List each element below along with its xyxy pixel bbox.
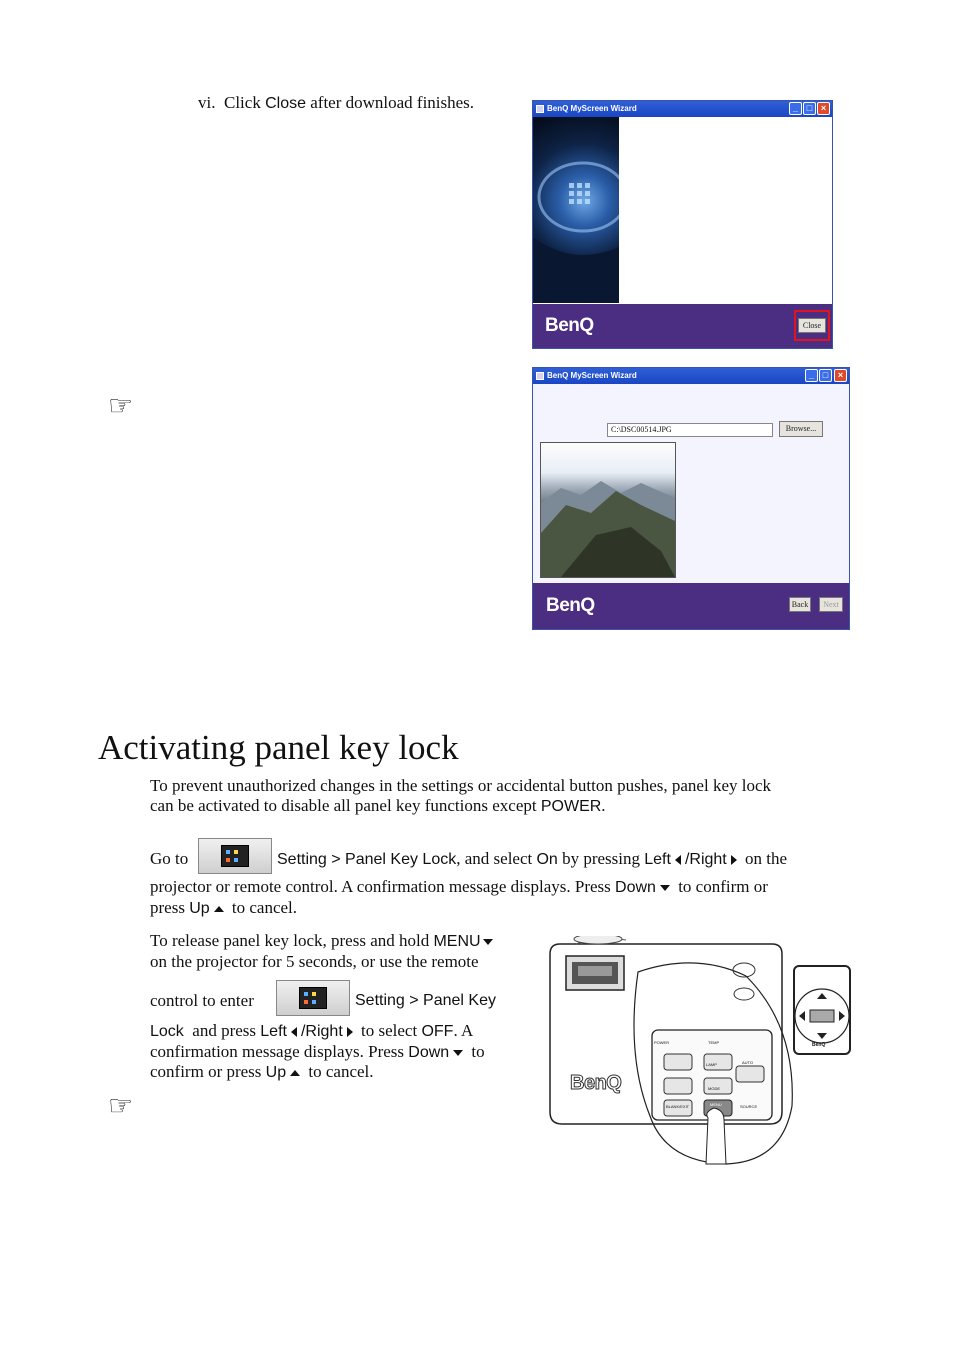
setting-path-keyword: Setting > Panel Key Lock	[277, 851, 457, 868]
close-icon[interactable]: ×	[834, 369, 847, 382]
on-the-text: on the	[744, 849, 788, 868]
p3-line-5-text: confirmation message displays. Press	[150, 1042, 405, 1061]
wizard2-titlebar	[533, 368, 849, 384]
maximize-icon[interactable]: □	[819, 369, 832, 382]
maximize-icon[interactable]: □	[803, 102, 816, 115]
p2-line-2	[150, 877, 768, 898]
wizard-window-browse	[532, 367, 850, 630]
up-arrow-icon	[290, 1070, 300, 1076]
panel-lamp-label: LAMP	[706, 1062, 717, 1067]
intro-period: .	[601, 796, 606, 815]
p3-line-6-text: confirm or press	[150, 1062, 262, 1081]
section-heading: Activating panel key lock	[98, 728, 459, 767]
close-icon[interactable]: ×	[817, 102, 830, 115]
left-keyword: Left	[260, 1023, 287, 1040]
down-keyword: Down	[615, 879, 656, 896]
step-keyword-close: Close	[265, 95, 306, 112]
minimize-icon[interactable]: _	[805, 369, 818, 382]
left-arrow-icon	[675, 855, 681, 865]
p3-line-1-text: To release panel key lock, press and hold	[150, 931, 430, 950]
app-icon	[536, 372, 544, 380]
left-keyword: Left	[644, 851, 671, 868]
p3-line-2: on the projector for 5 seconds, or use the remote	[150, 952, 479, 971]
down-arrow-icon	[660, 885, 670, 891]
to-text: to	[471, 1042, 485, 1061]
panel-temp-label: TEMP	[708, 1040, 720, 1045]
back-button[interactable]: Back	[789, 597, 811, 612]
setting-glyph	[221, 845, 249, 867]
mountain-photo-icon	[541, 443, 675, 577]
app-icon	[536, 105, 544, 113]
p3-line-6	[150, 1062, 374, 1083]
to-cancel-text: to cancel.	[231, 898, 298, 917]
p2-line-1	[277, 849, 787, 870]
to-confirm-text: to confirm or	[678, 877, 768, 896]
right-arrow-icon	[731, 855, 737, 865]
up-keyword: Up	[189, 900, 210, 917]
period-a-text: . A	[453, 1021, 474, 1040]
panel-mode-label: MODE	[708, 1086, 720, 1091]
projector-illustration	[546, 936, 858, 1168]
up-arrow-icon	[214, 906, 224, 912]
up-keyword: Up	[265, 1064, 287, 1081]
to-select-text: to select	[361, 1021, 418, 1040]
on-keyword: On	[536, 851, 558, 868]
step-number: vi.	[198, 93, 216, 112]
goto-text: Go to	[150, 849, 189, 868]
projector-body-icon	[546, 936, 858, 1168]
wizard1-side-image	[533, 117, 619, 303]
preview-image	[540, 442, 676, 578]
p3-line-4	[150, 1021, 473, 1042]
projector-benq-logo: BenQ	[570, 1072, 622, 1094]
right-arrow-icon	[347, 1027, 353, 1037]
note-pointer-icon: ☞	[108, 1091, 134, 1122]
off-keyword: OFF	[421, 1023, 454, 1040]
eye-graphic-icon	[533, 117, 619, 303]
right-keyword: /Right	[300, 1023, 343, 1040]
panel-auto-label: AUTO	[742, 1060, 754, 1065]
down-keyword: Down	[408, 1044, 450, 1061]
by-pressing-text: by pressing	[562, 849, 640, 868]
down-arrow-icon	[483, 939, 493, 945]
left-arrow-icon	[291, 1027, 297, 1037]
panel-blank-label: BLANK/EXIT	[666, 1104, 690, 1109]
p2-line-2-text: projector or remote control. A confirmation message displays. Press	[150, 877, 611, 896]
intro-paragraph	[150, 776, 860, 817]
setting-menu-icon	[198, 838, 272, 874]
panel-power-label: POWER	[654, 1040, 670, 1045]
wizard1-titlebar	[533, 101, 832, 117]
setting-path-keyword-2: Lock	[150, 1023, 184, 1040]
file-path-input[interactable]: C:\DSC00514.JPG	[607, 423, 773, 437]
p3-line-1	[150, 931, 497, 952]
panel-menu-label: MENU	[710, 1102, 722, 1107]
intro-line-2-text: can be activated to disable all panel key functions except	[150, 796, 537, 815]
note-pointer-icon: ☞	[108, 391, 134, 422]
p3-line-3: control to enter	[150, 991, 254, 1010]
wizard2-footer	[533, 583, 849, 629]
step-post-text: after download finishes.	[310, 93, 475, 112]
intro-line-1: To prevent unauthorized changes in the settings or accidental button pushes, panel key lock	[150, 776, 772, 795]
setting-menu-icon	[276, 980, 350, 1016]
wizard1-footer	[533, 304, 832, 348]
setting-path-keyword-1: Setting > Panel Key	[355, 992, 496, 1009]
benq-logo: BenQ	[546, 595, 595, 616]
power-keyword: POWER	[540, 798, 602, 815]
step-vi-text	[198, 93, 474, 114]
wizard1-title: BenQ MyScreen Wizard	[547, 104, 637, 113]
right-keyword: /Right	[684, 851, 727, 868]
wizard2-title: BenQ MyScreen Wizard	[547, 371, 637, 380]
to-cancel-text: to cancel.	[308, 1062, 374, 1081]
p2-line-3	[150, 898, 297, 919]
browse-button[interactable]: Browse...	[779, 421, 823, 437]
step-pre-text: Click	[223, 93, 261, 112]
benq-logo: BenQ	[545, 315, 594, 336]
intro-line-2	[150, 796, 860, 817]
and-press-text: and press	[192, 1021, 257, 1040]
close-button[interactable]: Close	[798, 318, 826, 333]
press-text: press	[150, 898, 185, 917]
minimize-icon[interactable]: _	[789, 102, 802, 115]
p3-line-5	[150, 1042, 485, 1063]
panel-source-label: SOURCE	[740, 1104, 758, 1109]
setting-glyph	[299, 987, 327, 1009]
and-select-text: , and select	[456, 849, 533, 868]
remote-benq-logo: BenQ	[812, 1042, 826, 1048]
wizard-window-close	[532, 100, 833, 349]
next-button[interactable]: Next	[819, 597, 843, 612]
menu-keyword: MENU	[433, 933, 481, 950]
down-arrow-icon	[453, 1050, 463, 1056]
